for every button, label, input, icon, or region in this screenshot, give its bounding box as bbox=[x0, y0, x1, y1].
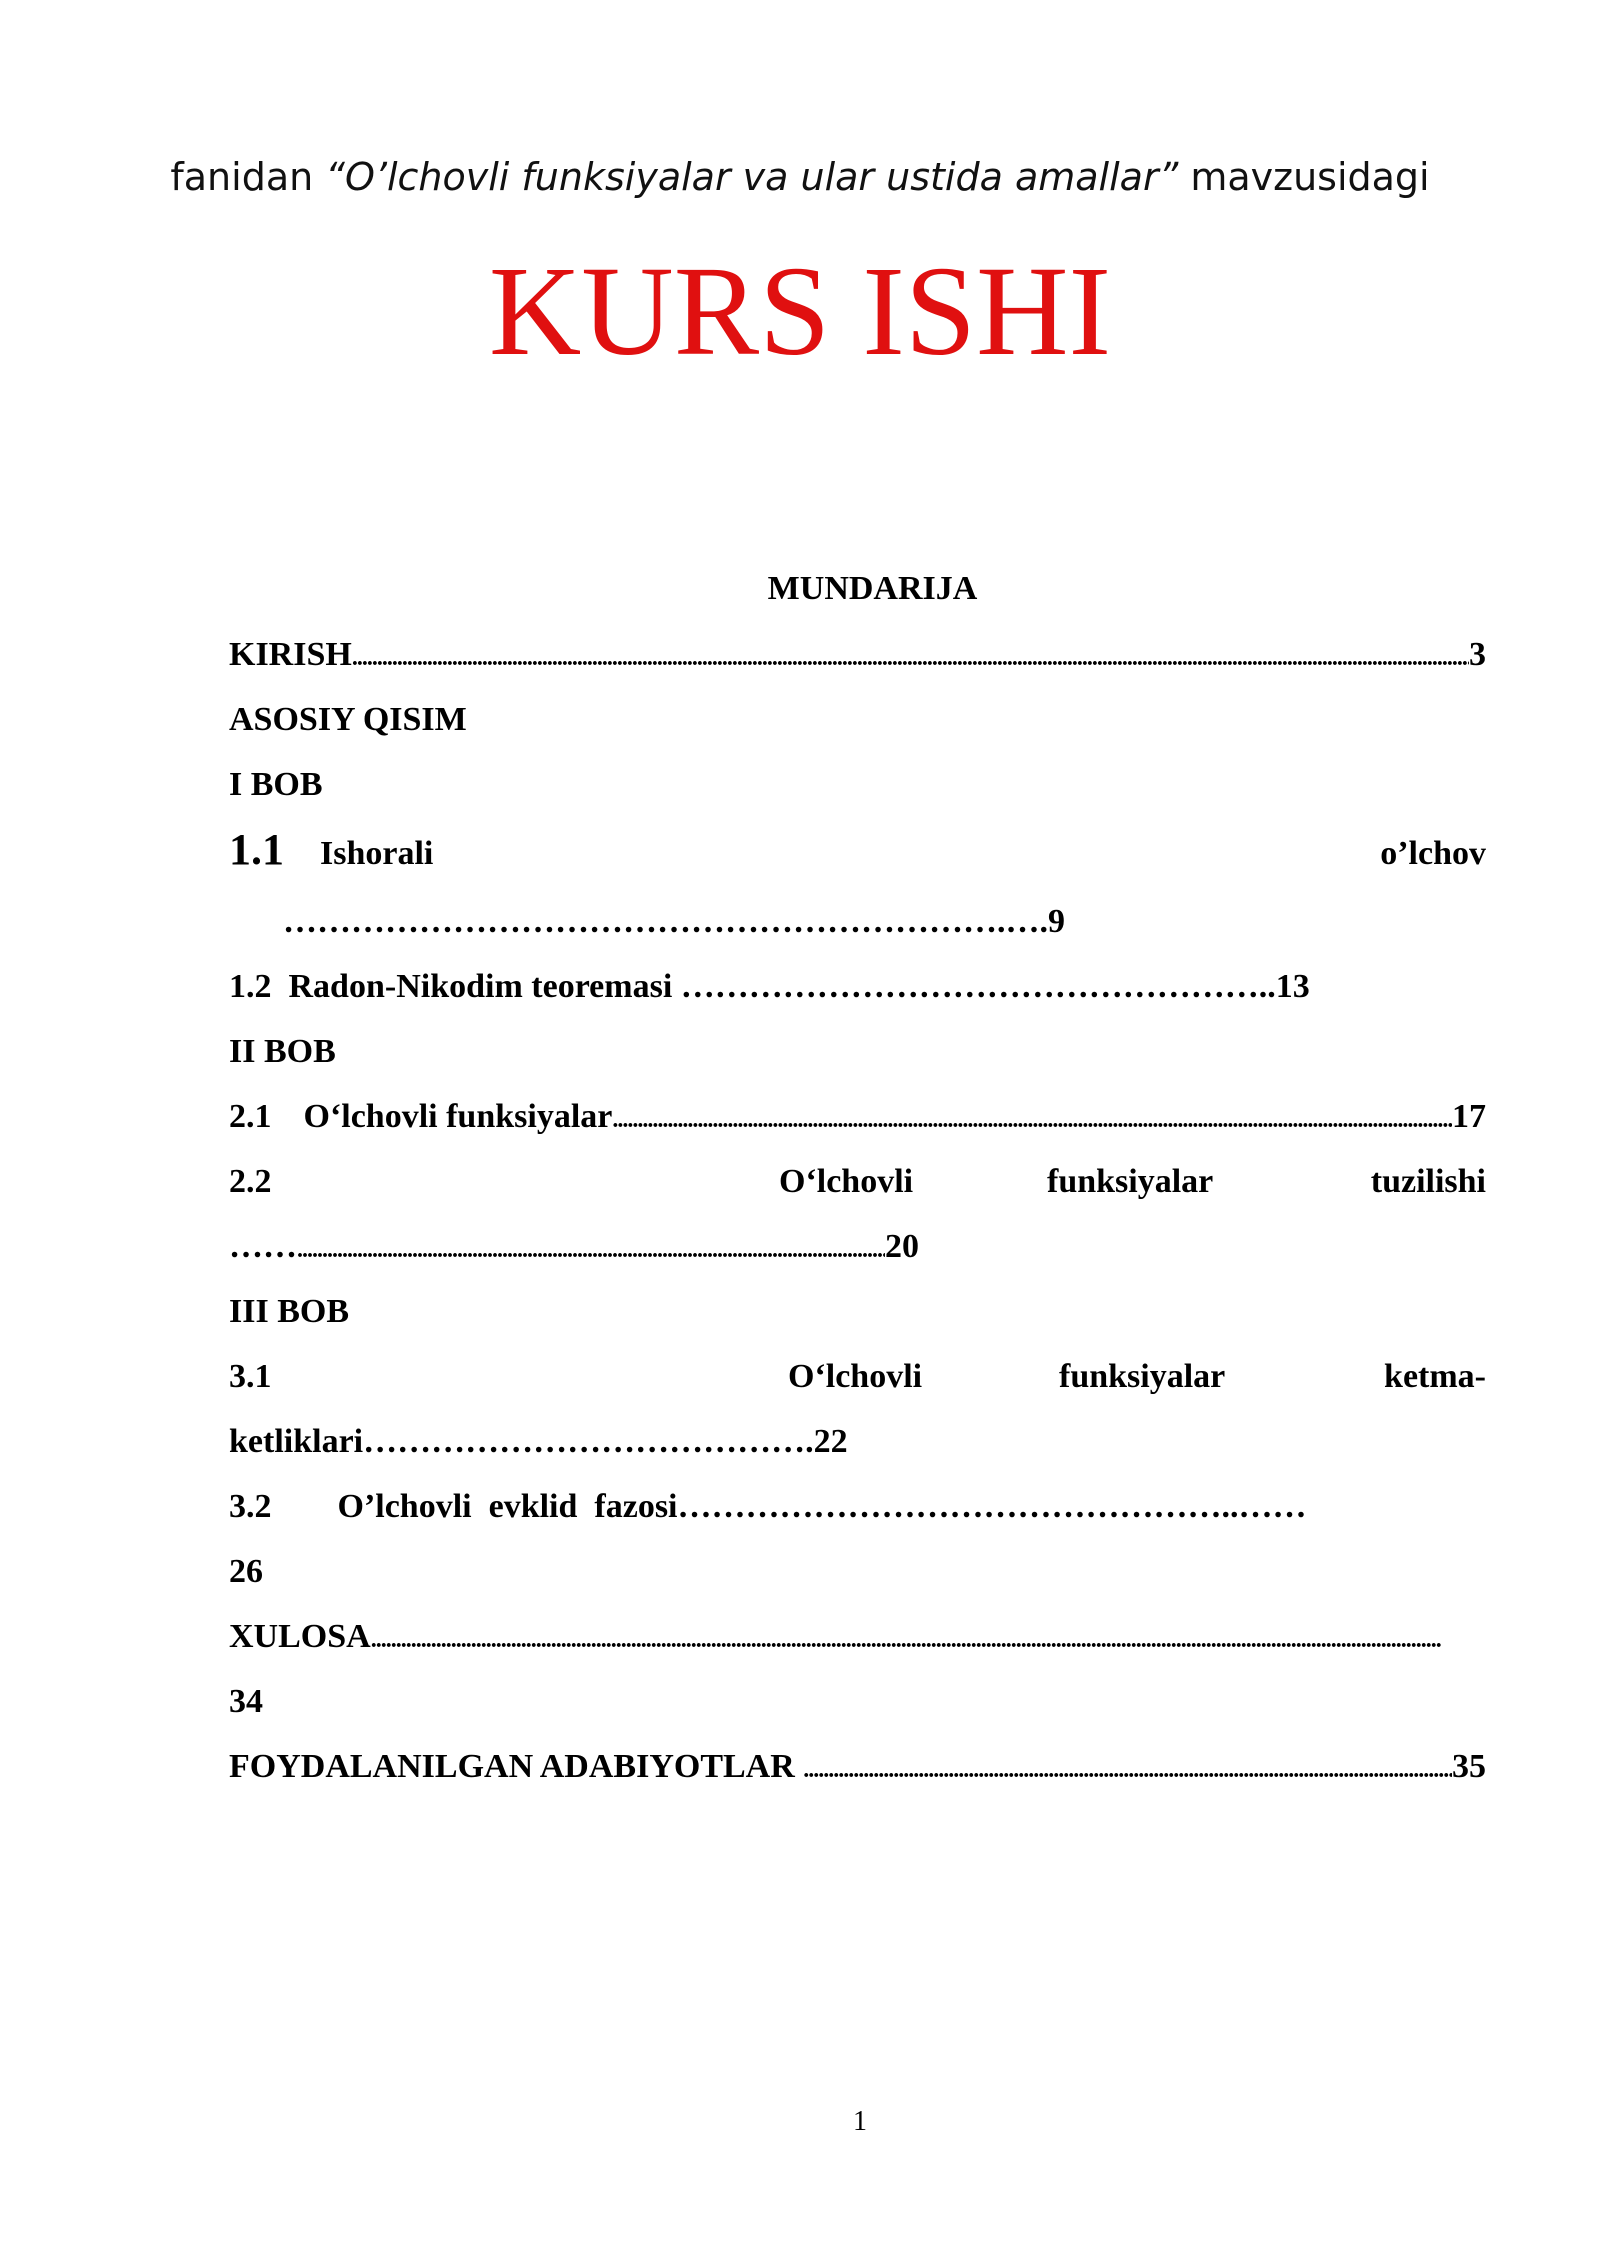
page-number: 1 bbox=[853, 2106, 867, 2137]
toc-entry-page: 13 bbox=[1275, 968, 1310, 1005]
section-number: 2.2 bbox=[229, 1163, 272, 1200]
section-number: 2.1 bbox=[229, 1098, 272, 1135]
toc-entry-label: FOYDALANILGAN ADABIYOTLAR bbox=[229, 1748, 804, 1785]
toc-entry-page: 3 bbox=[1469, 636, 1486, 673]
toc-word: O‘lchovli bbox=[788, 1358, 923, 1395]
toc-entry-1-2 bbox=[229, 965, 1486, 1009]
toc-entry-3-2 bbox=[229, 1485, 1486, 1529]
toc-leader-dots bbox=[297, 1228, 885, 1272]
toc-word: O‘lchovli bbox=[779, 1163, 914, 1200]
toc-entry-label: Ishorali bbox=[320, 835, 434, 872]
document-title: KURS ISHI bbox=[488, 240, 1112, 382]
toc-entry-2-2 bbox=[229, 1160, 1486, 1204]
toc-leader-dots bbox=[612, 1098, 1452, 1142]
toc-entry-bob1: I BOB bbox=[229, 766, 323, 803]
toc-leader-dots: …………………………………. bbox=[363, 1423, 814, 1460]
toc-entry-bob2: II BOB bbox=[229, 1033, 336, 1070]
toc-leader-dots: …………………………………………….. bbox=[672, 968, 1276, 1005]
toc-leader-dots bbox=[371, 1618, 1441, 1662]
subject-suffix: mavzusidagi bbox=[1178, 155, 1430, 199]
toc-entry-page: 20 bbox=[885, 1228, 919, 1265]
toc-entry-page: 22 bbox=[813, 1423, 848, 1460]
toc-entry-xulosa-continuation: 34 bbox=[229, 1683, 263, 1720]
toc-leader-dots: …………………………………………..…… bbox=[677, 1488, 1307, 1525]
toc-entry-adabiyot bbox=[229, 1745, 1486, 1792]
toc-entry-3-1-continuation bbox=[229, 1420, 1486, 1464]
toc-entry-bob3: III BOB bbox=[229, 1293, 349, 1330]
toc-entry-2-2-continuation bbox=[229, 1225, 919, 1272]
toc-word: ketma- bbox=[1384, 1358, 1486, 1395]
toc-entry-label: O’lchovli evklid fazosi bbox=[337, 1488, 678, 1525]
toc-entry-asosiy: ASOSIY QISIM bbox=[229, 701, 467, 738]
toc-word: funksiyalar bbox=[1059, 1358, 1226, 1395]
section-number: 3.1 bbox=[229, 1358, 272, 1395]
toc-entry-3-2-continuation: 26 bbox=[229, 1553, 263, 1590]
toc-entry-label: ketliklari bbox=[229, 1423, 364, 1460]
section-number: 3.2 bbox=[229, 1488, 272, 1525]
topic-title: “O’lchovli funksiyalar va ular ustida amallar” bbox=[325, 155, 1179, 199]
toc-entry-3-1 bbox=[229, 1355, 1486, 1399]
section-number: 1.2 bbox=[229, 968, 272, 1005]
subject-line bbox=[0, 152, 1600, 202]
toc-entry-label: KIRISH bbox=[229, 636, 352, 673]
toc-leader-dots bbox=[803, 1748, 1452, 1792]
toc-heading: MUNDARIJA bbox=[767, 570, 978, 607]
toc-entry-label: O‘lchovli funksiyalar bbox=[303, 1098, 613, 1135]
toc-word: funksiyalar bbox=[1047, 1163, 1214, 1200]
toc-entry-1-1-continuation: ……………………………………………………….….9 bbox=[283, 903, 1065, 940]
toc-entry-page: 35 bbox=[1452, 1748, 1486, 1785]
subject-prefix: fanidan bbox=[170, 155, 326, 199]
section-number: 1.1 bbox=[229, 825, 284, 874]
toc-entry-label: Radon-Nikodim teoremasi bbox=[288, 968, 673, 1005]
toc-entry-2-1 bbox=[229, 1095, 1486, 1142]
toc-entry-1-1 bbox=[229, 825, 1486, 876]
toc-word: tuzilishi bbox=[1370, 1163, 1486, 1200]
toc-leader-dots bbox=[352, 636, 1469, 680]
toc-entry-label: XULOSA bbox=[229, 1618, 371, 1655]
toc-entry-kirish bbox=[229, 633, 1486, 680]
toc-leader-dots: …… bbox=[229, 1228, 297, 1265]
toc-entry-xulosa bbox=[229, 1615, 1441, 1662]
toc-entry-label-end: o’lchov bbox=[1380, 835, 1486, 872]
toc-entry-page: 17 bbox=[1452, 1098, 1486, 1135]
